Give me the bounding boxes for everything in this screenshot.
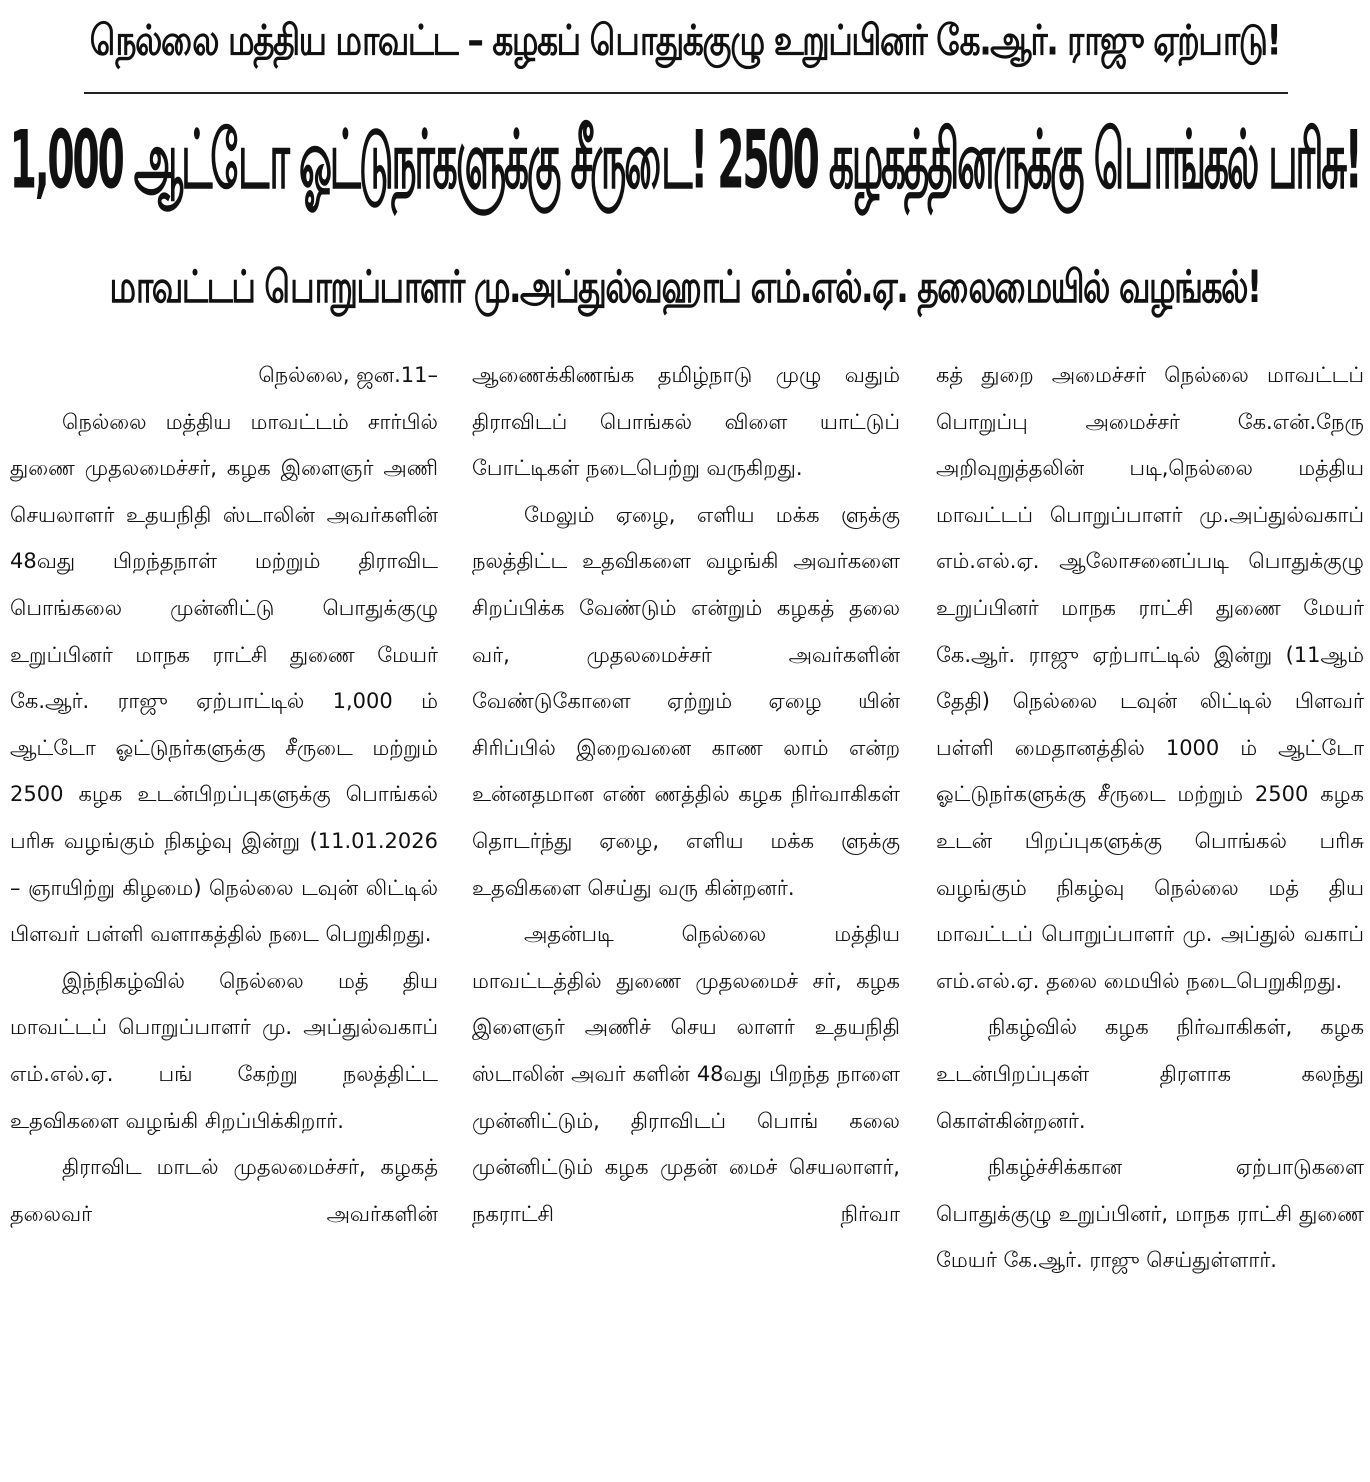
col3-paragraph-3: நிகழ்ச்சிக்கான ஏற்பாடுகளை பொதுக்குழு உறுப்பினர், மாநக ராட்சி துணை மேயர் கே.ஆர். ராஜு செய்துள்ளார். bbox=[936, 1155, 1364, 1273]
sub-headline: மாவட்டப் பொறுப்பாளர் மு.அப்துல்வஹாப் எம்.எல்.ஏ. தலைமையில் வழங்கல்! bbox=[109, 260, 1261, 313]
col1-paragraph-1: நெல்லை மத்திய மாவட்டம் சார்பில் துணை முதலமைச்சர், கழக இளைஞர் அணி செயலாளர் உதயநிதி ஸ்டாலின் அவர்களின் 48வது பிறந்தநாள் மற்றும் திராவிட பொங்கலை முன்னிட்டு பொதுக்குழு உறுப்பினர் மாநக ராட்சி துணை மேயர் கே.ஆர். ராஜு ஏற்பாட்டில் 1,000 ம் ஆட்டோ ஓட்டுநர்களுக்கு சீருடை மற்றும் 2500 கழக உடன்பிறப்புகளுக்கு பொங்கல் பரிசு வழங்கும் நிகழ்வு இன்று (11.01.2026 – ஞாயிற்று கிழமை) நெல்லை டவுன் லிட்டில் பிளவர் பள்ளி வளாகத்தில் நடை பெறுகிறது. bbox=[10, 409, 438, 947]
col3-paragraph-2: நிகழ்வில் கழக நிர்வாகிகள், கழக உடன்பிறப்புகள் திரளாக கலந்து கொள்கின்றனர். bbox=[936, 1015, 1364, 1133]
col2-paragraph-3: அதன்படி நெல்லை மத்திய மாவட்டத்தில் துணை முதலமைச் சர், கழக இளைஞர் அணிச் செய லாளர் உதயநிதி ஸ்டாலின் அவர் களின் 48வது பிறந்த நாளை முன்னிட்டும், திராவிடப் பொங் கலை முன்னிட்டும் கழக முதன் மைச் செயலாளர், நகராட்சி நிர்வா bbox=[472, 922, 900, 1226]
dateline: நெல்லை, ஜன.11– bbox=[258, 363, 438, 387]
col2-paragraph-2: மேலும் ஏழை, எளிய மக்க ளுக்கு நலத்திட்ட உதவிகளை வழங்கி அவர்களை சிறப்பிக்க வேண்டும் என்றும் கழகத் தலை வர், முதலமைச்சர் அவர்களின் வேண்டுகோளை ஏற்றும் ஏழை யின் சிரிப்பில் இறைவனை காண லாம் என்ற உன்னதமான எண் ணத்தில் கழக நிர்வாகிகள் தொடர்ந்து ஏழை, எளிய மக்க ளுக்கு உதவிகளை செய்து வரு கின்றனர். bbox=[472, 502, 900, 900]
main-headline: 1,000 ஆட்டோ ஓட்டுநர்களுக்கு சீருடை! 2500 கழகத்தினருக்கு பொங்கல் பரிசு! bbox=[9, 114, 1361, 208]
kicker-headline: நெல்லை மத்திய மாவட்ட – கழகப் பொதுக்குழு உறுப்பினர் கே.ஆர். ராஜு ஏற்பாடு! bbox=[89, 14, 1281, 65]
col2-paragraph-1: ஆணைக்கிணங்க தமிழ்நாடு முழு வதும் திராவிடப் பொங்கல் விளை யாட்டுப் போட்டிகள் நடைபெற்று வருகிறது. bbox=[472, 363, 900, 481]
col1-paragraph-3: திராவிட மாடல் முதலமைச்சர், கழகத் தலைவர் அவர்களின் bbox=[10, 1155, 438, 1226]
col1-paragraph-2: இந்நிகழ்வில் நெல்லை மத் திய மாவட்டப் பொறுப்பாளர் மு. அப்துல்வகாப் எம்.எல்.ஏ. பங் கேற்று நலத்திட்ட உதவிகளை வழங்கி சிறப்பிக்கிறார். bbox=[10, 968, 438, 1133]
article-column-1 bbox=[10, 352, 438, 1237]
article-column-3 bbox=[936, 352, 1364, 1284]
col3-paragraph-1: கத் துறை அமைச்சர் நெல்லை மாவட்டப் பொறுப்பு அமைச்சர் கே.என்.நேரு அறிவுறுத்தலின் படி,நெல்லை மத்திய மாவட்டப் பொறுப்பாளர் மு.அப்துல்வகாப் எம்.எல்.ஏ. ஆலோசனைப்படி பொதுக்குழு உறுப்பினர் மாநக ராட்சி துணை மேயர் கே.ஆர். ராஜு ஏற்பாட்டில் இன்று (11ஆம் தேதி) நெல்லை டவுன் லிட்டில் பிளவர் பள்ளி மைதானத்தில் 1000 ம் ஆட்டோ ஓட்டுநர்களுக்கு சீருடை மற்றும் 2500 கழக உடன் பிறப்புகளுக்கு பொங்கல் பரிசு வழங்கும் நிகழ்வு நெல்லை மத் திய மாவட்டப் பொறுப்பாளர் மு. அப்துல் வகாப் எம்.எல்.ஏ. தலை மையில் நடைபெறுகிறது. bbox=[936, 363, 1364, 993]
article-column-2 bbox=[472, 352, 900, 1237]
